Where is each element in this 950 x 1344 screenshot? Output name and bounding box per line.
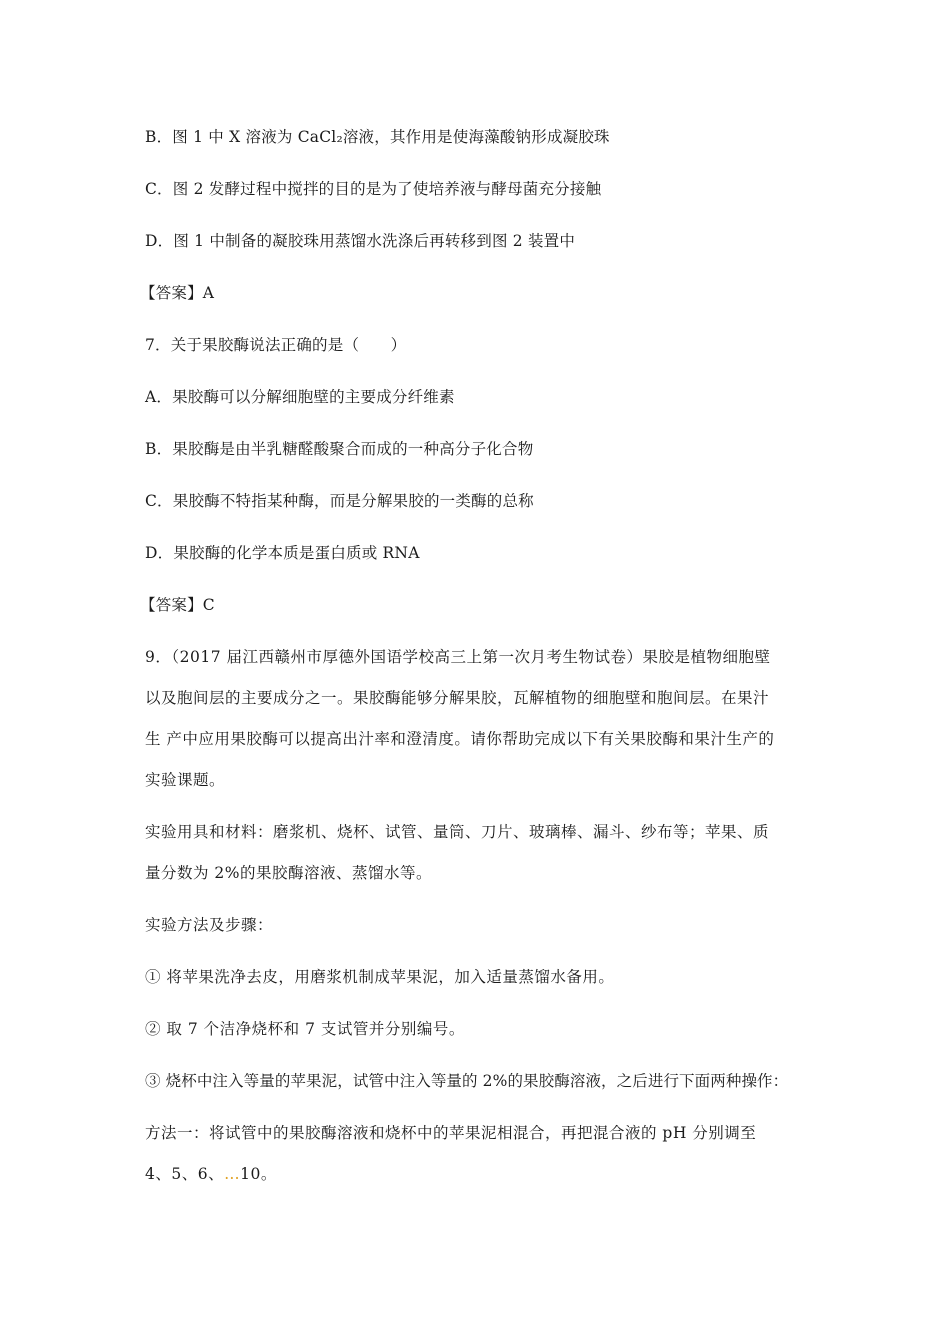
q6-answer: 【答案】A [140, 284, 215, 302]
q7-option-a: A．果胶酶可以分解细胞壁的主要成分纤维素 [145, 388, 455, 406]
q6-option-c: C．图 2 发酵过程中搅拌的目的是为了使培养液与酵母菌充分接触 [145, 180, 602, 198]
q9-method-1-line-1: 方法一：将试管中的果胶酶溶液和烧杯中的苹果泥相混合，再把混合液的 pH 分别调至 [145, 1124, 757, 1142]
q9-stem-line-4: 实验课题。 [145, 771, 226, 789]
q9-method-1-line-2 [145, 1164, 820, 1184]
q9-stem-line-2: 以及胞间层的主要成分之一。果胶酶能够分解果胶，瓦解植物的细胞壁和胞间层。在果汁 [145, 689, 770, 707]
q7-answer: 【答案】C [140, 596, 215, 614]
q9-step-2: ② 取 7 个洁净烧杯和 7 支试管并分别编号。 [145, 1020, 465, 1038]
q9-stem-line-1: 9．（2017 届江西赣州市厚德外国语学校高三上第一次月考生物试卷）果胶是植物细胞壁 [145, 648, 771, 666]
q9-method-1-ellipsis: … [224, 1165, 241, 1183]
q6-option-b: B．图 1 中 X 溶液为 CaCl₂溶液，其作用是使海藻酸钠形成凝胶珠 [145, 128, 610, 146]
q9-materials-line-2: 量分数为 2%的果胶酶溶液、蒸馏水等。 [145, 864, 433, 882]
q9-method-1-values-end: 10。 [240, 1165, 277, 1183]
q9-method-1-values-start: 4、5、6、 [145, 1165, 225, 1183]
q7-option-d: D．果胶酶的化学本质是蛋白质或 RNA [145, 544, 420, 562]
q9-method-heading: 实验方法及步骤： [145, 916, 274, 934]
q7-option-c: C．果胶酶不特指某种酶，而是分解果胶的一类酶的总称 [145, 492, 534, 510]
q9-step-1: ① 将苹果洗净去皮，用磨浆机制成苹果泥，加入适量蒸馏水备用。 [145, 968, 615, 986]
q7-stem: 7．关于果胶酶说法正确的是（ ） [145, 336, 407, 354]
q9-step-3: ③ 烧杯中注入等量的苹果泥，试管中注入等量的 2%的果胶酶溶液，之后进行下面两种操作： [145, 1072, 789, 1090]
q9-materials-line-1: 实验用具和材料：磨浆机、烧杯、试管、量筒、刀片、玻璃棒、漏斗、纱布等；苹果、质 [145, 823, 770, 841]
q6-option-d: D．图 1 中制备的凝胶珠用蒸馏水洗涤后再转移到图 2 装置中 [145, 232, 576, 250]
q9-stem-line-3: 生 产中应用果胶酶可以提高出汁率和澄清度。请你帮助完成以下有关果胶酶和果汁生产的 [145, 730, 775, 748]
q7-option-b: B．果胶酶是由半乳糖醛酸聚合而成的一种高分子化合物 [145, 440, 534, 458]
